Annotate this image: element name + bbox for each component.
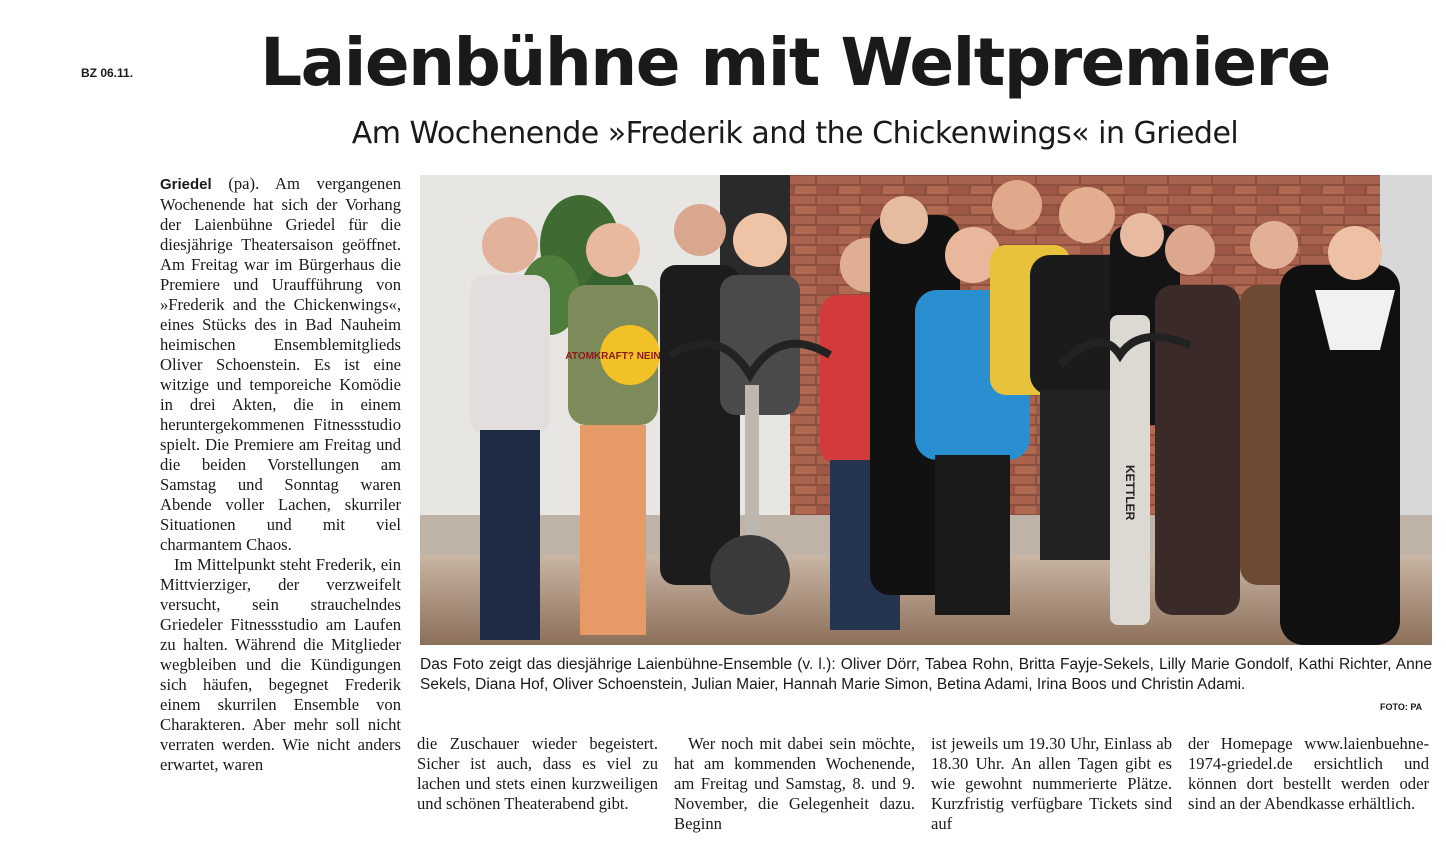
article-column-1 [160, 174, 401, 775]
article-column-4-text: ist jeweils um 19.30 Uhr, Einlass ab 18.30 Uhr. An allen Tagen gibt es wie gewohnt nummerierte Plätze. Kurzfristig verfügbare Tickets sind auf [931, 734, 1172, 833]
article-column-2 [417, 734, 658, 814]
article-column-4 [931, 734, 1172, 834]
ensemble-people [470, 180, 1400, 645]
shirt-print: ATOMKRAFT? NEIN [565, 351, 661, 362]
article-paragraph-2: Im Mittelpunkt steht Frederik, ein Mittvierziger, der verzweifelt versucht, sein strauchelndes Griedeler Fitnessstudio am Laufen zu halten. Während die Mitglieder wegbleiben und die Kündigungen sich häufen, begegnet Frederik einem skurrilen Ensemble von Charakteren. Aber mehr soll nicht verraten werden. Wie nicht anders erwartet, waren [160, 555, 401, 774]
article-paragraph-1 [160, 174, 401, 555]
article-column-3-text: Wer noch mit dabei sein möchte, hat am kommenden Wochenende, am Freitag und Samstag, 8. und 9. November, die Gelegenheit dazu. Beginn [674, 734, 915, 833]
page-tag: BZ 06.11. [81, 66, 134, 80]
article-paragraph-1-text: (pa). Am vergangenen Wochenende hat sich der Vorhang der Laienbühne Griedel für die diesjährige Theatersaison geöffnet. Am Freitag war im Bürgerhaus die Premiere und Uraufführung von »Frederik and the Chickenwings«, eines Stücks des in Bad Nauheim heimischen Ensemblemitglieds Oliver Schoenstein. Es ist eine witzige und temporeiche Komödie in drei Akten, die in einem heruntergekommenen Fitnessstudio spielt. Die Premiere am Freitag und die beiden Vorstellungen am Samstag und Sonntag waren Abende voller Lachen, skurriler Situationen und mit viel charmantem Chaos. [160, 174, 401, 554]
article-column-2-text: die Zuschauer wieder begeistert. Sicher ist auch, dass es viel zu lachen und stets einen kurzweiligen und schönen Theaterabend gibt. [417, 734, 658, 813]
photo [420, 175, 1432, 645]
article-column-5 [1188, 734, 1429, 814]
article-column-5-text: der Homepage www.laienbuehne-1974-griedel.de ersichtlich und können dort bestellt werden oder sind an der Abendkasse erhältlich. [1188, 734, 1429, 813]
dateline: Griedel [160, 176, 212, 193]
photo-caption: Das Foto zeigt das diesjährige Laienbühne-Ensemble (v. l.): Oliver Dörr, Tabea Rohn, Britta Fayje-Sekels, Lilly Marie Gondolf, Kathi Richter, Anne Sekels, Diana Hof, Oliver Schoenstein, Julian Maier, Hannah Marie Simon, Betina Adami, Irina Boos und Christin Adami. [420, 656, 1432, 693]
photo-credit: FOTO: PA [1380, 702, 1423, 712]
subheadline: Am Wochenende »Frederik and the Chickenwings« in Griedel [351, 116, 1239, 151]
bike-brand-label: KETTLER [1123, 465, 1137, 521]
article-column-3 [674, 734, 915, 834]
headline: Laienbühne mit Weltpremiere [260, 24, 1330, 101]
ensemble-photo [420, 175, 1432, 645]
